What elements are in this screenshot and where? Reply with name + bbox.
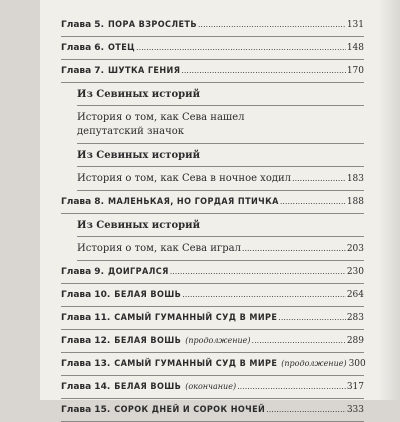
- toc-entry-chapter-14: [61, 382, 364, 399]
- chapter-note: (продолжение): [281, 359, 347, 368]
- story-title-line: История о том, как Сева в ночное ходил: [77, 173, 292, 184]
- toc-entry-chapter-6: [61, 43, 364, 60]
- page-number: 188: [346, 197, 364, 207]
- chapter-title: ОТЕЦ: [107, 43, 136, 53]
- table-of-contents: [61, 20, 364, 422]
- dot-leader: [237, 382, 346, 391]
- dot-leader: [252, 336, 346, 345]
- dot-leader: [280, 197, 346, 206]
- chapter-title: БЕЛАЯ ВОШЬ: [114, 336, 182, 346]
- chapter-number: Глава 8.: [61, 197, 104, 207]
- page-fold-shadow: [378, 0, 400, 400]
- chapter-title: ДОИГРАЛСЯ: [107, 267, 169, 277]
- chapter-note: (продолжение): [185, 336, 251, 345]
- chapter-number: Глава 5.: [61, 20, 104, 30]
- page-number: 289: [346, 336, 364, 346]
- dot-leader: [181, 66, 345, 75]
- toc-entry-chapter-12: [61, 336, 364, 353]
- story-entry: [77, 112, 364, 144]
- story-title-line: депутатский значок: [77, 126, 184, 137]
- subsection-heading: Из Севиных историй: [77, 150, 364, 167]
- chapter-title: ШУТКА ГЕНИЯ: [107, 66, 181, 76]
- chapter-title: САМЫЙ ГУМАННЫЙ СУД В МИРЕ: [114, 359, 278, 369]
- dot-leader: [198, 20, 346, 29]
- chapter-title: СОРОК ДНЕЙ И СОРОК НОЧЕЙ: [114, 405, 266, 415]
- toc-entry-chapter-5: [61, 20, 364, 37]
- chapter-number: Глава 12.: [61, 336, 111, 346]
- chapter-title: БЕЛАЯ ВОШЬ: [114, 382, 182, 392]
- chapter-number: Глава 13.: [61, 359, 111, 369]
- dot-leader: [266, 405, 346, 414]
- chapter-number: Глава 15.: [61, 405, 111, 415]
- toc-entry-chapter-9: [61, 267, 364, 284]
- dot-leader: [182, 290, 346, 299]
- page-number: 317: [346, 382, 364, 392]
- chapter-number: Глава 14.: [61, 382, 111, 392]
- dot-leader: [242, 244, 346, 253]
- chapter-title: МАЛЕНЬКАЯ, НО ГОРДАЯ ПТИЧКА: [107, 197, 279, 207]
- subsection-heading: Из Севиных историй: [77, 89, 364, 106]
- chapter-number: Глава 7.: [61, 66, 104, 76]
- toc-entry-chapter-8: [61, 197, 364, 214]
- chapter-number: Глава 9.: [61, 267, 104, 277]
- story-title-line: История о том, как Сева играл: [77, 243, 241, 254]
- page-number: 203: [346, 244, 364, 254]
- page-number: 230: [346, 267, 364, 277]
- dot-leader: [170, 267, 346, 276]
- story-entry: [77, 243, 364, 261]
- page-number: 283: [346, 313, 364, 323]
- toc-entry-chapter-11: [61, 313, 364, 330]
- page-number: 300: [348, 359, 366, 369]
- story-title-line: История о том, как Сева нашел: [77, 112, 245, 123]
- chapter-title: БЕЛАЯ ВОШЬ: [114, 290, 182, 300]
- chapter-note: (окончание): [185, 382, 237, 391]
- toc-entry-chapter-13: [61, 359, 364, 376]
- page-number: 170: [346, 66, 364, 76]
- toc-entry-chapter-7: [61, 66, 364, 83]
- toc-entry-chapter-10: [61, 290, 364, 307]
- subsection-heading: Из Севиных историй: [77, 220, 364, 237]
- chapter-number: Глава 11.: [61, 313, 111, 323]
- page-number: 148: [346, 43, 364, 53]
- dot-leader: [278, 313, 346, 322]
- chapter-title: САМЫЙ ГУМАННЫЙ СУД В МИРЕ: [114, 313, 278, 323]
- page-number: 183: [346, 174, 364, 184]
- toc-entry-chapter-15: [61, 405, 364, 422]
- page-number: 264: [346, 290, 364, 300]
- page-number: 131: [346, 20, 364, 30]
- dot-leader: [136, 43, 346, 52]
- page-number: 333: [346, 405, 364, 415]
- chapter-number: Глава 6.: [61, 43, 104, 53]
- chapter-title: ПОРА ВЗРОСЛЕТЬ: [107, 20, 197, 30]
- story-entry: [77, 173, 364, 191]
- dot-leader: [292, 174, 346, 183]
- chapter-number: Глава 10.: [61, 290, 111, 300]
